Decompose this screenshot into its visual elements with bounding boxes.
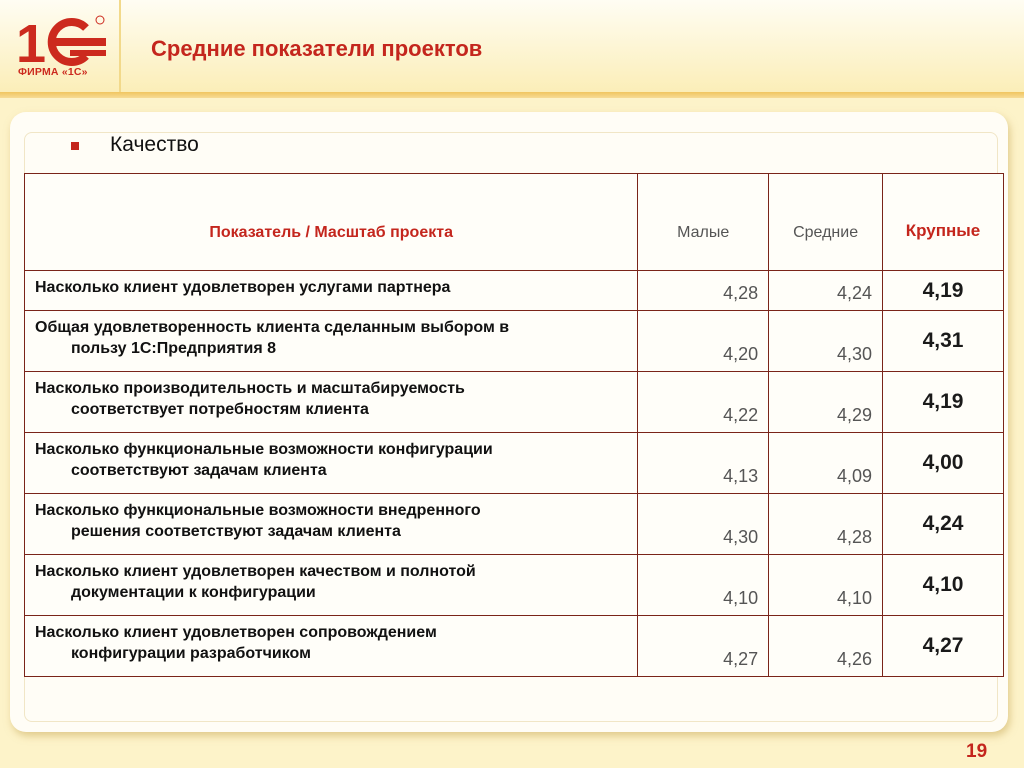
value-small: 4,13	[638, 433, 769, 494]
quality-table	[24, 173, 1004, 677]
row-label: Насколько клиент удовлетворен качеством и полнотой	[35, 563, 476, 580]
value-small: 4,20	[638, 311, 769, 372]
row-label-cont: пользу 1С:Предприятия 8	[71, 340, 277, 357]
value-small: 4,30	[638, 494, 769, 555]
page-number: 19	[966, 741, 988, 762]
value-large: 4,00	[883, 433, 1004, 494]
table-row	[25, 271, 1004, 311]
table-row	[25, 555, 1004, 616]
value-large: 4,10	[883, 555, 1004, 616]
header-medium: Средние	[769, 174, 883, 271]
value-medium: 4,10	[769, 555, 883, 616]
row-label: Общая удовлетворенность клиента сделанным выбором в	[35, 319, 510, 336]
value-medium: 4,29	[769, 372, 883, 433]
row-label: Насколько функциональные возможности конфигурации	[35, 441, 493, 458]
value-medium: 4,09	[769, 433, 883, 494]
value-large: 4,24	[883, 494, 1004, 555]
table-row	[25, 311, 1004, 372]
row-label-cont: соответствует потребностям клиента	[71, 401, 369, 418]
header-divider	[0, 92, 1024, 98]
table-row	[25, 433, 1004, 494]
value-small: 4,27	[638, 616, 769, 677]
logo-separator	[119, 0, 121, 92]
row-label-cont: документации к конфигурации	[71, 584, 316, 601]
table-header-row	[25, 174, 1004, 271]
row-label: Насколько функциональные возможности внедренного	[35, 502, 481, 519]
table-row	[25, 616, 1004, 677]
table-row	[25, 494, 1004, 555]
value-medium: 4,24	[769, 271, 883, 311]
section-subtitle: Качество	[110, 133, 199, 156]
value-small: 4,22	[638, 372, 769, 433]
row-label-cont: соответствуют задачам клиента	[71, 462, 327, 479]
row-label: Насколько производительность и масштабируемость	[35, 380, 465, 397]
value-medium: 4,30	[769, 311, 883, 372]
page-title: Средние показатели проектов	[151, 36, 483, 61]
row-label: Насколько клиент удовлетворен сопровождением	[35, 624, 437, 641]
value-large: 4,31	[883, 311, 1004, 372]
value-large: 4,19	[883, 271, 1004, 311]
bullet-marker	[71, 142, 79, 150]
value-small: 4,28	[638, 271, 769, 311]
value-medium: 4,28	[769, 494, 883, 555]
svg-text:1: 1	[16, 14, 47, 74]
row-label: Насколько клиент удовлетворен услугами партнера	[35, 279, 451, 296]
logo-caption: ФИРМА «1С»	[18, 66, 88, 78]
value-large: 4,19	[883, 372, 1004, 433]
row-label-cont: решения соответствуют задачам клиента	[71, 523, 401, 540]
row-label-cont: конфигурации разработчиком	[71, 645, 311, 662]
header-indicator: Показатель / Масштаб проекта	[25, 174, 638, 271]
table-row	[25, 372, 1004, 433]
header-large: Крупные	[883, 174, 1004, 271]
header-small: Малые	[638, 174, 769, 271]
value-medium: 4,26	[769, 616, 883, 677]
value-small: 4,10	[638, 555, 769, 616]
value-large: 4,27	[883, 616, 1004, 677]
